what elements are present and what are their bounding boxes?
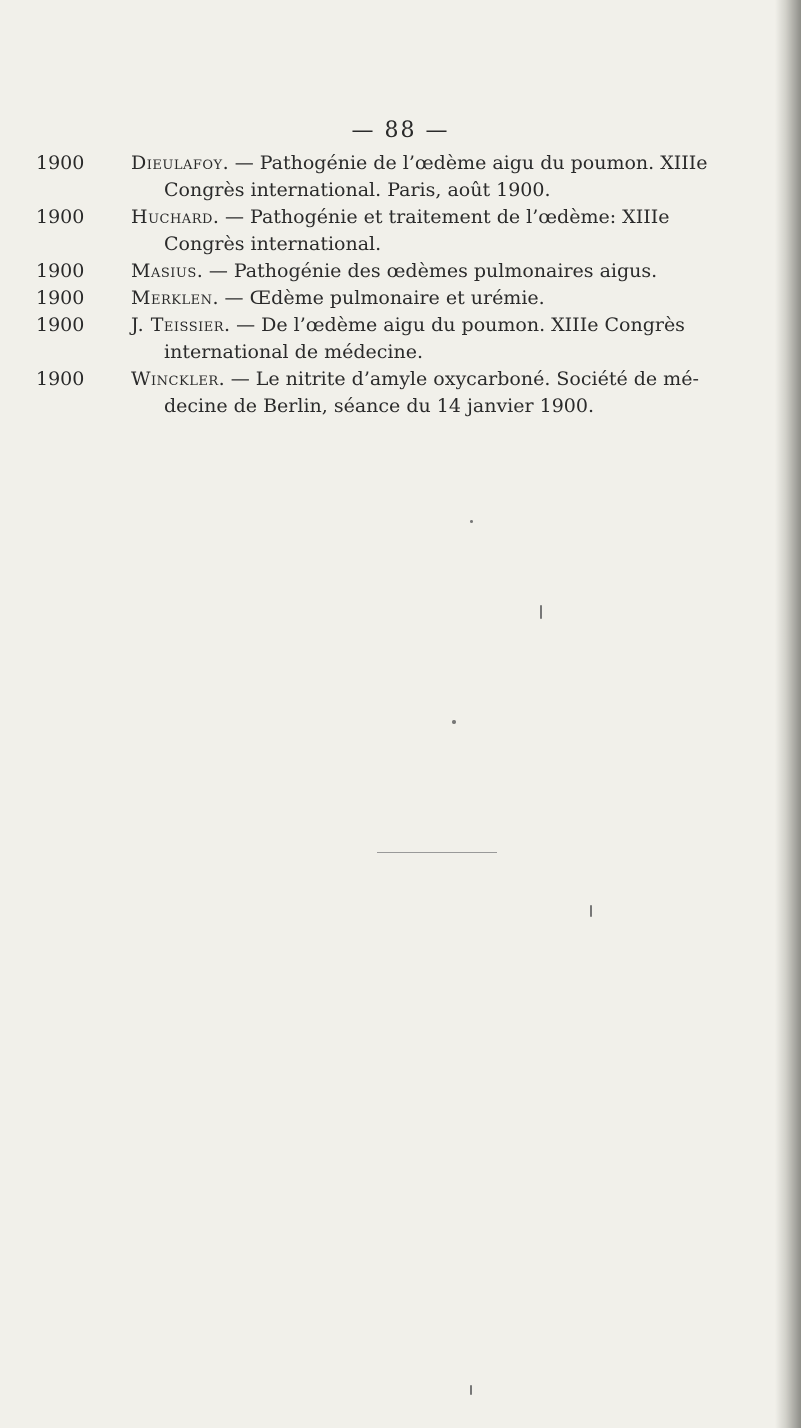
entry-author: Winckler xyxy=(131,368,219,390)
entry-continuation: decine de Berlin, séance du 14 janvier 1900. xyxy=(164,395,595,417)
entry-year: 1900 xyxy=(36,368,85,390)
paper-speck xyxy=(540,605,542,619)
entry-title: . — Œdème pulmonaire et urémie. xyxy=(212,287,545,309)
entry-year: 1900 xyxy=(36,287,85,309)
entry-text xyxy=(131,366,796,420)
bibliography-entry xyxy=(36,204,796,258)
paper-speck xyxy=(377,852,497,853)
entry-year: 1900 xyxy=(36,206,85,228)
entry-year: 1900 xyxy=(36,260,85,282)
entry-continuation: Congrès international. xyxy=(164,233,382,255)
paper-speck xyxy=(452,720,456,724)
entry-title: . — Le nitrite d’amyle oxycarboné. Société de mé- xyxy=(218,368,699,390)
entry-title: . — Pathogénie et traitement de l’œdème: XIIIe xyxy=(212,206,670,228)
bibliography-entry xyxy=(36,312,796,366)
entry-author: Merklen xyxy=(131,287,213,309)
paper-speck xyxy=(590,905,592,917)
entry-title: . — Pathogénie des œdèmes pulmonaires aigus. xyxy=(196,260,658,282)
bibliography-entry xyxy=(36,366,796,420)
entry-author: Huchard xyxy=(131,206,213,228)
bibliography-entry xyxy=(36,258,796,285)
entry-author: Dieulafoy xyxy=(131,152,223,174)
entry-text xyxy=(131,204,796,258)
entry-text xyxy=(131,312,796,366)
entry-text xyxy=(131,150,796,204)
entry-continuation: Congrès international. Paris, août 1900. xyxy=(164,179,551,201)
entry-text xyxy=(131,285,796,312)
bibliography-entry xyxy=(36,285,796,312)
page-number: — 88 — xyxy=(351,118,450,143)
entry-author: J. Teissier xyxy=(131,314,225,336)
entry-year: 1900 xyxy=(36,314,85,336)
entry-year: 1900 xyxy=(36,152,85,174)
bibliography-entry xyxy=(36,150,796,204)
entry-text xyxy=(131,258,796,285)
entry-continuation: international de médecine. xyxy=(164,341,424,363)
entry-author: Masius xyxy=(131,260,197,282)
paper-speck xyxy=(470,1385,472,1395)
bibliography-list xyxy=(36,150,796,420)
paper-speck xyxy=(470,520,473,523)
entry-title: . — De l’œdème aigu du poumon. XIIIe Congrès xyxy=(224,314,685,336)
entry-title: . — Pathogénie de l’œdème aigu du poumon. XIIIe xyxy=(222,152,708,174)
